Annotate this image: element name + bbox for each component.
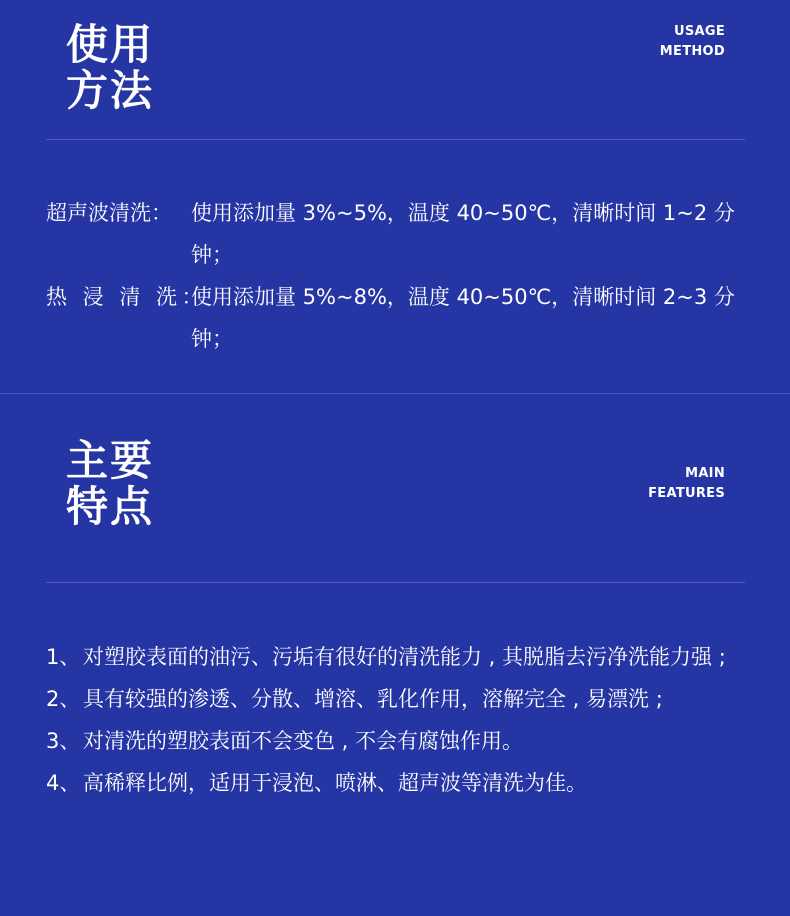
feature-text: 高稀释比例，适用于浸泡、喷淋、超声波等清洗为佳。 — [83, 771, 587, 795]
usage-en-line2: METHOD — [659, 44, 725, 59]
feature-text: 对塑胶表面的油污、污垢有很好的清洗能力 , 其脱脂去污净洗能力强 ; — [83, 645, 726, 669]
usage-list — [46, 192, 756, 360]
feature-text: 具有较强的渗透、分散、增溶、乳化作用，溶解完全 , 易漂洗 ; — [83, 687, 663, 711]
features-en-line1: MAIN — [685, 466, 725, 481]
features-divider — [46, 582, 745, 583]
feature-number: 1、 — [46, 645, 81, 669]
usage-item-label: 超声波清洗： — [46, 201, 172, 225]
features-en-title — [648, 464, 725, 504]
features-list — [46, 636, 756, 804]
usage-title-line2: 方法 — [66, 66, 155, 115]
features-title-line1: 主要 — [66, 436, 155, 485]
feature-number: 3、 — [46, 729, 81, 753]
usage-item-text: 使用添加量 3%~5%，温度 40~50℃，清晰时间 1~2 分钟； — [191, 201, 735, 267]
usage-section — [0, 0, 790, 394]
feature-number: 4、 — [46, 771, 81, 795]
feature-number: 2、 — [46, 687, 81, 711]
list-item — [46, 678, 756, 720]
list-item — [46, 720, 756, 762]
usage-item-label: 热 浸 清 洗： — [46, 285, 208, 309]
usage-item-hot-dip — [46, 276, 756, 360]
features-en-line2: FEATURES — [648, 486, 725, 501]
usage-item-ultrasonic — [46, 192, 756, 276]
features-title — [66, 438, 154, 530]
features-title-line2: 特点 — [66, 482, 155, 531]
usage-title-line1: 使用 — [66, 20, 155, 69]
usage-divider — [46, 139, 745, 140]
usage-title — [66, 22, 154, 114]
usage-en-line1: USAGE — [673, 24, 725, 39]
usage-en-title — [660, 22, 725, 62]
feature-text: 对清洗的塑胶表面不会变色 , 不会有腐蚀作用。 — [83, 729, 524, 753]
list-item — [46, 636, 756, 678]
list-item — [46, 762, 756, 804]
usage-item-text: 使用添加量 5%~8%，温度 40~50℃，清晰时间 2~3 分钟； — [191, 285, 735, 351]
